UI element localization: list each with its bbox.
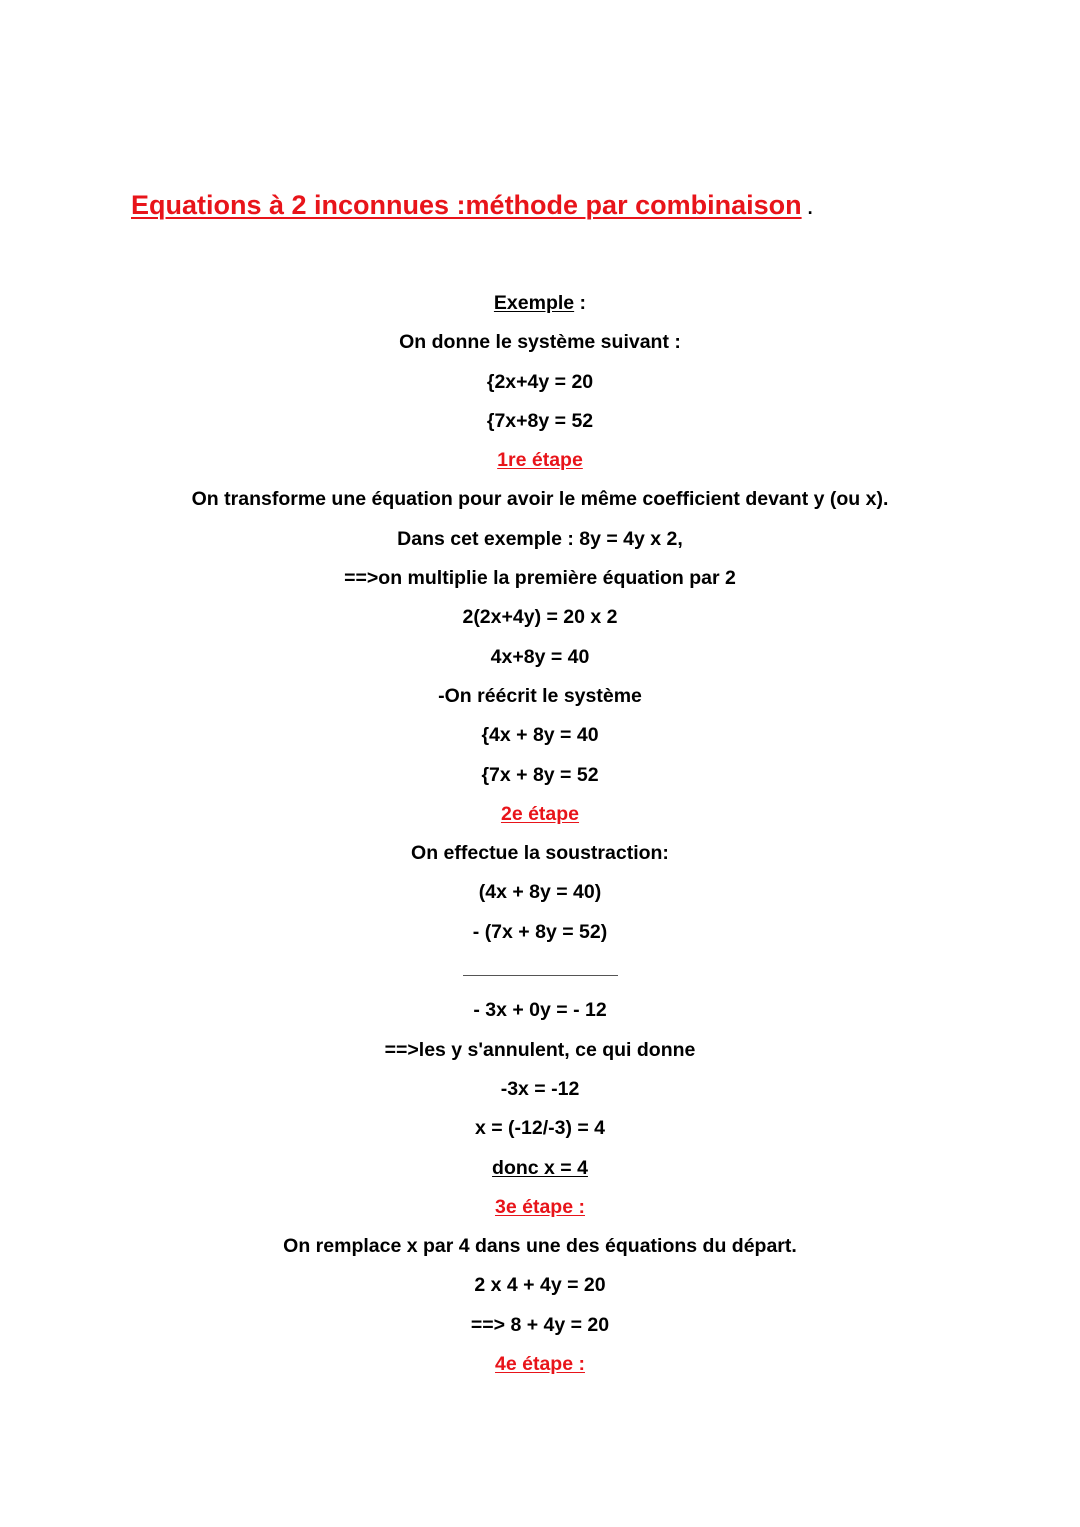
equation: {4x + 8y = 40	[481, 724, 599, 747]
equation: x = (-12/-3) = 4	[474, 1117, 606, 1140]
step-text: On remplace x par 4 dans une des équations du départ.	[283, 1235, 797, 1258]
step-text: On effectue la soustraction:	[411, 842, 669, 865]
equation: 2(2x+4y) = 20 x 2	[462, 606, 618, 629]
equation: 4x+8y = 40	[490, 645, 590, 668]
equation: 2 x 4 + 4y = 20	[474, 1274, 606, 1297]
step-4-heading: 4e étape :	[495, 1353, 585, 1376]
result-x: donc x = 4	[492, 1156, 588, 1179]
document-body	[0, 284, 1080, 1384]
equation: - 3x + 0y = - 12	[473, 999, 607, 1022]
equation: {7x + 8y = 52	[481, 763, 599, 786]
step-1-heading: 1re étape	[497, 449, 583, 472]
equation: (4x + 8y = 40)	[478, 881, 602, 904]
title-period: .	[807, 198, 813, 218]
step-3-heading: 3e étape :	[495, 1195, 585, 1218]
example-colon: :	[574, 292, 587, 314]
equation: {2x+4y = 20	[486, 370, 594, 393]
step-2-heading: 2e étape	[500, 802, 580, 825]
example-label: Exemple	[493, 292, 575, 314]
equation: -3x = -12	[500, 1077, 580, 1100]
intro-line: On donne le système suivant :	[399, 331, 681, 354]
step-text: Dans cet exemple : 8y = 4y x 2,	[397, 527, 683, 550]
subtraction-rule	[463, 975, 618, 976]
equation: {7x+8y = 52	[486, 409, 594, 432]
step-text: On transforme une équation pour avoir le même coefficient devant y (ou x).	[191, 488, 889, 511]
equation: ==> 8 + 4y = 20	[470, 1313, 610, 1336]
step-text: ==>les y s'annulent, ce qui donne	[384, 1038, 696, 1061]
equation: - (7x + 8y = 52)	[472, 920, 608, 943]
step-text: -On réécrit le système	[438, 684, 642, 707]
title-text: Equations à 2 inconnues :méthode par combinaison	[131, 190, 802, 220]
step-text: ==>on multiplie la première équation par 2	[344, 567, 736, 590]
document-title	[131, 190, 813, 221]
example-heading	[0, 284, 1080, 323]
